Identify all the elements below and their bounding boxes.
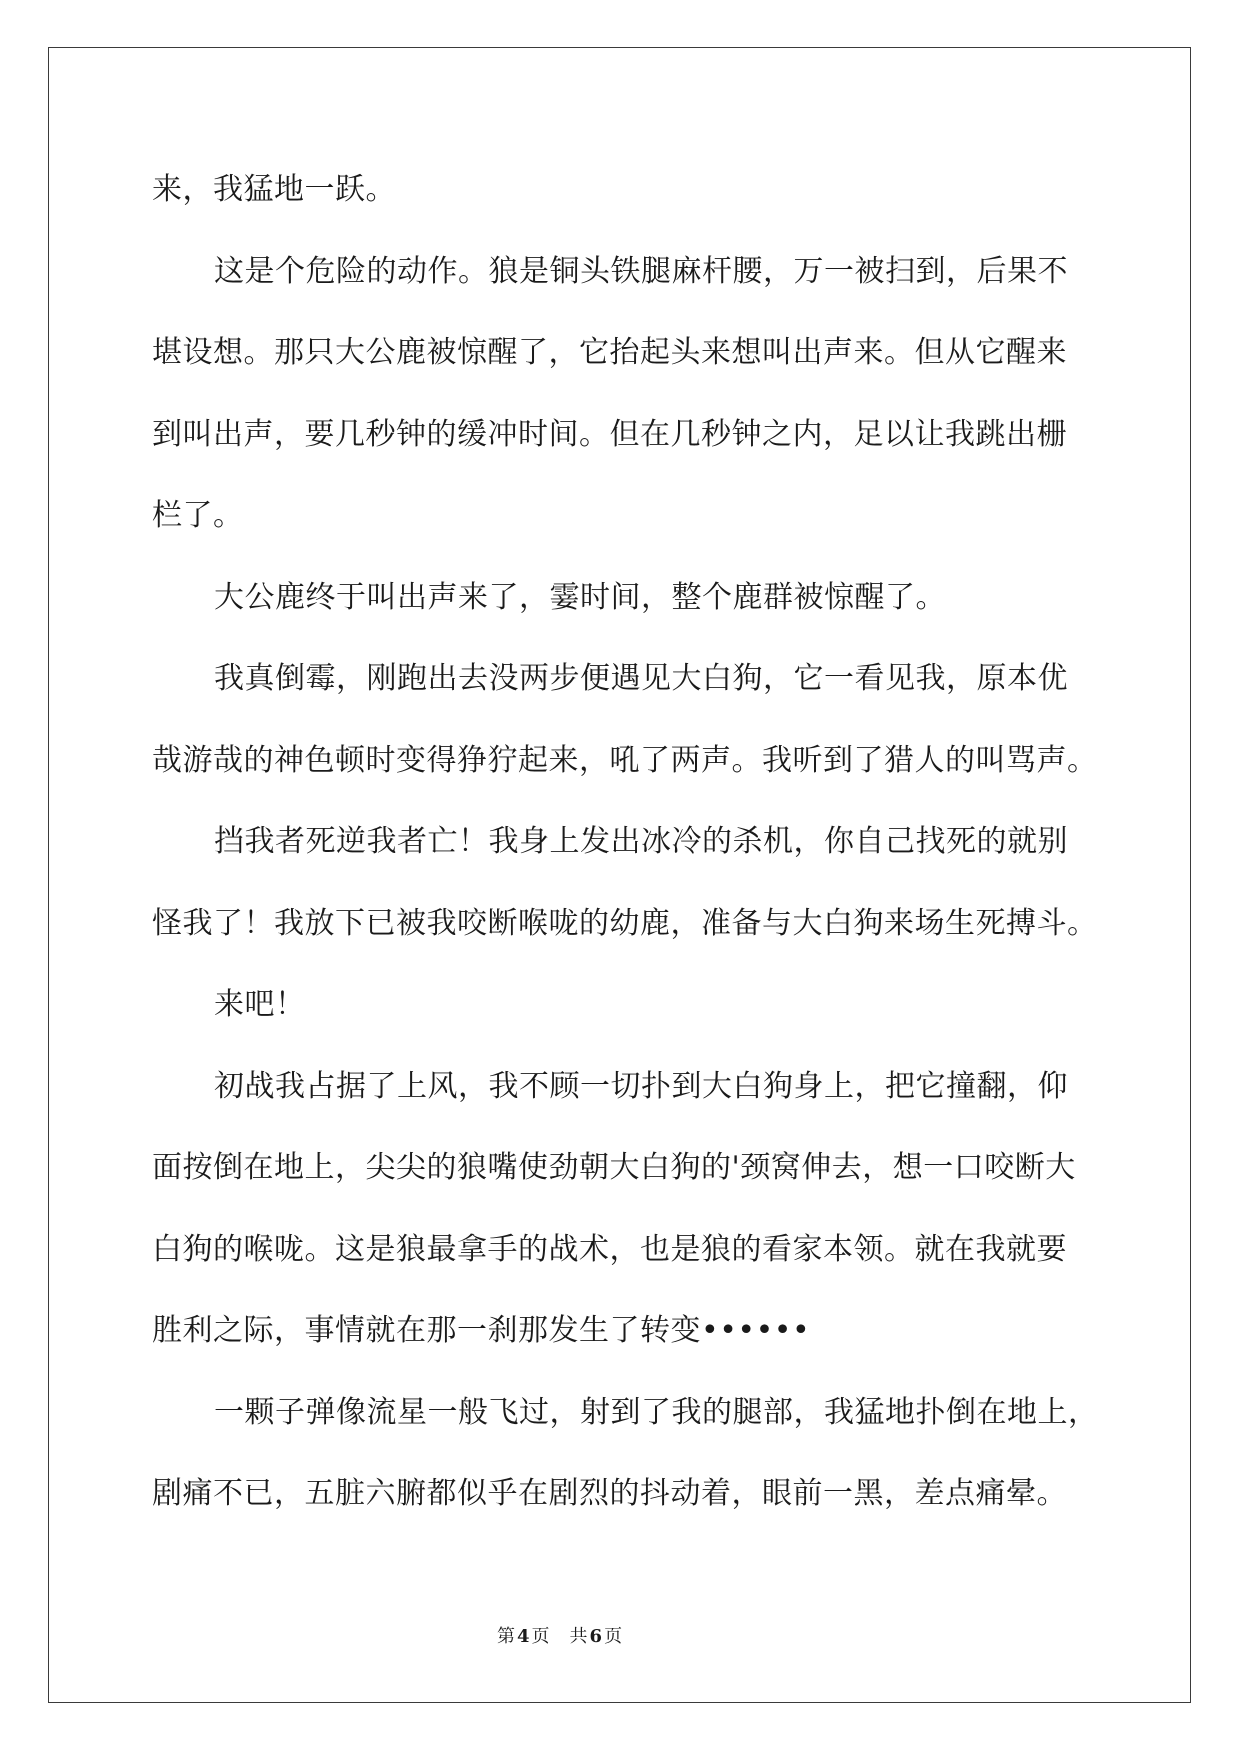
body-line: 白狗的喉咙。这是狼最拿手的战术，也是狼的看家本领。就在我就要 (152, 1231, 1067, 1267)
total-pages-number: 6 (589, 1626, 603, 1647)
body-text (152, 149, 1112, 1535)
page-suffix: 页 (531, 1626, 550, 1647)
body-line: 哉游哉的神色顿时变得狰狞起来，吼了两声。我听到了猎人的叫骂声。 (152, 742, 1098, 778)
body-line: 剧痛不已，五脏六腑都似乎在剧烈的抖动着，眼前一黑，差点痛晕。 (152, 1476, 1067, 1511)
body-line: 来吧！ (214, 987, 306, 1022)
body-line: 堪设想。那只大公鹿被惊醒了，它抬起头来想叫出声来。但从它醒来 (152, 335, 1067, 370)
body-line: 这是个危险的动作。狼是铜头铁腿麻杆腰，万一被扫到，后果不 (214, 253, 1068, 289)
page-number-footer (497, 1624, 622, 1650)
total-prefix: 共 (569, 1626, 588, 1647)
current-page-number: 4 (517, 1626, 530, 1647)
body-line: 胜利之际，事情就在那一刹那发生了转变•••••• (152, 1313, 811, 1348)
body-line: 到叫出声，要几秒钟的缓冲时间。但在几秒钟之内，足以让我跳出栅 (152, 416, 1067, 452)
body-line: 来，我猛地一跃。 (152, 172, 396, 207)
body-line: 初战我占据了上风，我不顾一切扑到大白狗身上，把它撞翻，仰 (214, 1068, 1068, 1104)
body-line: 怪我了！我放下已被我咬断喉咙的幼鹿，准备与大白狗来场生死搏斗。 (152, 905, 1098, 941)
body-line: 挡我者死逆我者亡！我身上发出冰冷的杀机，你自己找死的就别 (214, 824, 1068, 859)
body-line: 大公鹿终于叫出声来了，霎时间，整个鹿群被惊醒了。 (214, 579, 946, 615)
total-suffix: 页 (604, 1626, 623, 1647)
page-prefix: 第 (497, 1626, 515, 1647)
body-line: 栏了。 (152, 498, 244, 533)
body-line: 我真倒霉，刚跑出去没两步便遇见大白狗，它一看见我，原本优 (214, 661, 1068, 696)
body-line: 面按倒在地上，尖尖的狼嘴使劲朝大白狗的'颈窝伸去，想一口咬断大 (152, 1150, 1076, 1185)
body-line: 一颗子弹像流星一般飞过，射到了我的腿部，我猛地扑倒在地上， (214, 1394, 1099, 1430)
